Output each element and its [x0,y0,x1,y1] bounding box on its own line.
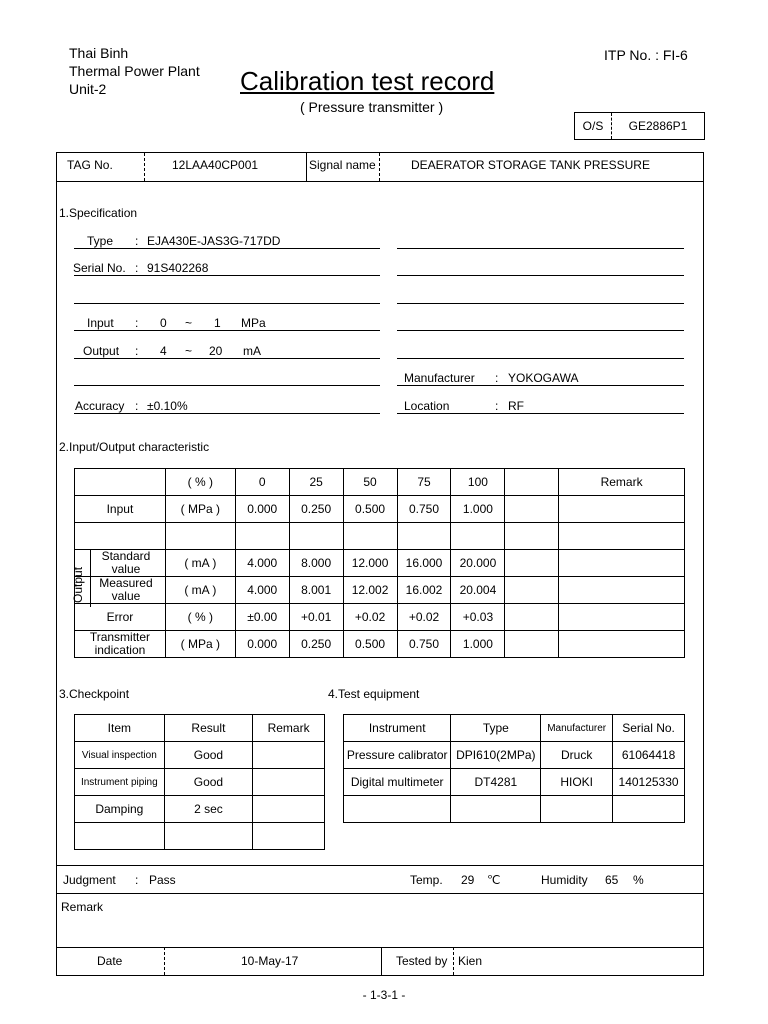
os-box [574,112,705,140]
type-value: EJA430E-JAS3G-717DD [147,234,281,248]
input-to: 1 [214,316,221,330]
output-from: 4 [160,344,167,358]
standard-value: 12.000 [343,550,397,577]
record-frame [56,152,704,976]
checkpoint-heading: 3.Checkpoint [59,687,130,701]
error-value: +0.02 [343,604,397,631]
humidity-value: 65 [605,873,619,887]
os-label: O/S [575,113,612,139]
indication-value: 1.000 [451,631,505,658]
mpa-unit: ( MPa ) [165,496,235,523]
input-row-label: Input [75,496,166,523]
location-value: RF [508,399,524,413]
plant-line: Thermal Power Plant [69,63,200,79]
io-blank [505,496,559,523]
input-unit: MPa [241,316,266,330]
error-value: +0.01 [289,604,343,631]
indication-value: 0.500 [343,631,397,658]
equipment-type: DPI610(2MPa) [451,742,541,769]
temp-unit: ℃ [487,873,501,887]
location-label: Location [404,399,450,413]
measured-value: 12.002 [343,577,397,604]
percent-unit: ( % ) [165,469,235,496]
error-value: +0.03 [451,604,505,631]
mpa-unit: ( MPa ) [165,631,235,658]
checkpoint-header: Item [75,715,165,742]
checkpoint-header: Remark [253,715,325,742]
checkpoint-remark [253,823,325,850]
indication-value: 0.250 [289,631,343,658]
checkpoint-item: Damping [75,796,165,823]
os-value: GE2886P1 [628,119,688,133]
measured-row-label: Measured value [75,577,166,604]
judgment-label: Judgment [63,873,116,887]
temp-label: Temp. [410,873,443,887]
colon: : [135,344,139,358]
io-blank [505,469,559,496]
equipment-manufacturer: HIOKI [541,769,613,796]
humidity-label: Humidity [541,873,588,887]
checkpoint-remark [253,796,325,823]
equipment-table [343,714,685,823]
equipment-serial [613,796,685,823]
colon: : [135,873,139,887]
error-value: +0.02 [397,604,451,631]
checkpoint-remark [253,742,325,769]
equipment-instrument [344,796,451,823]
plant-name [69,44,200,98]
io-blank [75,469,166,496]
input-value: 0.750 [397,496,451,523]
percent-cell: 100 [451,469,505,496]
colon: : [135,234,139,248]
colon: : [495,399,499,413]
checkpoint-remark [253,769,325,796]
input-value: 0.000 [235,496,289,523]
checkpoint-table [74,714,325,850]
indication-value: 0.000 [235,631,289,658]
temp-value: 29 [461,873,475,887]
checkpoint-header: Result [164,715,253,742]
indication-value: 0.750 [397,631,451,658]
standard-value: 20.000 [451,550,505,577]
equipment-type: DT4281 [451,769,541,796]
accuracy-value: ±0.10% [147,399,188,413]
input-value: 1.000 [451,496,505,523]
spec-heading: 1.Specification [59,206,138,220]
manufacturer-label: Manufacturer [404,371,475,385]
equipment-header: Type [451,715,541,742]
output-group-label: Output [71,566,85,603]
page-subtitle: ( Pressure transmitter ) [300,99,444,115]
equipment-header: Serial No. [613,715,685,742]
signal-label: Signal name [309,158,376,172]
output-to: 20 [209,344,223,358]
measured-value: 8.001 [289,577,343,604]
signal-value: DEAERATOR STORAGE TANK PRESSURE [411,158,650,172]
equipment-manufacturer [541,796,613,823]
remark-header: Remark [559,469,685,496]
io-table [74,468,685,658]
input-value: 0.250 [289,496,343,523]
page-title: Calibration test record [240,66,495,96]
colon: : [135,399,139,413]
percent-cell: 75 [397,469,451,496]
date-label: Date [97,954,123,968]
tested-by-label: Tested by [396,954,448,968]
accuracy-label: Accuracy [75,399,125,413]
tested-by-value: Kien [458,954,483,968]
io-heading: 2.Input/Output characteristic [59,440,210,454]
output-unit: mA [243,344,261,358]
itp-number: ITP No. : FI-6 [604,47,688,63]
equipment-manufacturer: Druck [541,742,613,769]
manufacturer-value: YOKOGAWA [508,371,579,385]
range-sep: ~ [185,316,193,330]
input-value: 0.500 [343,496,397,523]
checkpoint-result: 2 sec [164,796,253,823]
output-label: Output [83,344,120,358]
colon: : [135,316,139,330]
input-from: 0 [160,316,167,330]
measured-value: 20.004 [451,577,505,604]
colon: : [495,371,499,385]
equipment-header: Manufacturer [541,715,613,742]
equipment-heading: 4.Test equipment [328,687,420,701]
error-unit: ( % ) [165,604,235,631]
plant-line: Thai Binh [69,45,129,61]
standard-value: 4.000 [235,550,289,577]
percent-cell: 25 [289,469,343,496]
tag-value: 12LAA40CP001 [172,158,259,172]
equipment-instrument: Digital multimeter [344,769,451,796]
indication-row-label: Transmitter indication [75,631,166,658]
checkpoint-item [75,823,165,850]
equipment-type [451,796,541,823]
remark-label: Remark [61,900,104,914]
serial-label: Serial No. [73,261,126,275]
percent-cell: 0 [235,469,289,496]
equipment-instrument: Pressure calibrator [344,742,451,769]
checkpoint-result [164,823,253,850]
error-row-label: Error [75,604,166,631]
plant-line: Unit-2 [69,81,107,97]
measured-value: 16.002 [397,577,451,604]
range-sep: ~ [185,344,193,358]
equipment-header: Instrument [344,715,451,742]
checkpoint-result: Good [164,742,253,769]
type-label: Type [87,234,114,248]
equipment-serial: 61064418 [613,742,685,769]
standard-value: 16.000 [397,550,451,577]
colon: : [135,261,139,275]
percent-cell: 50 [343,469,397,496]
tag-label: TAG No. [67,158,113,172]
ma-unit: ( mA ) [165,550,235,577]
humidity-unit: % [633,873,644,887]
input-label: Input [87,316,114,330]
equipment-serial: 140125330 [613,769,685,796]
checkpoint-result: Good [164,769,253,796]
measured-value: 4.000 [235,577,289,604]
io-blank [559,496,685,523]
error-value: ±0.00 [235,604,289,631]
checkpoint-item: Visual inspection [75,742,165,769]
serial-value: 91S402268 [147,261,209,275]
ma-unit: ( mA ) [165,577,235,604]
standard-row-label: Standard value [75,550,166,577]
judgment-value: Pass [149,873,176,887]
standard-value: 8.000 [289,550,343,577]
date-value: 10-May-17 [241,954,299,968]
page-number: - 1-3-1 - [362,988,406,1002]
checkpoint-item: Instrument piping [75,769,165,796]
